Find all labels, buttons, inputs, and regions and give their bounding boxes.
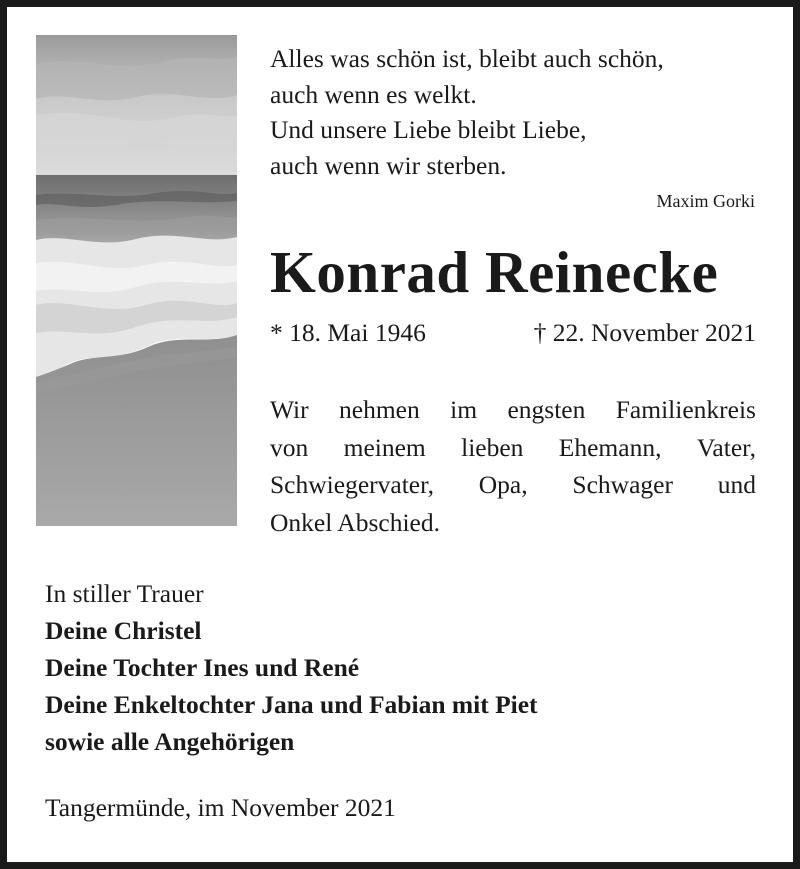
deceased-name: Konrad Reinecke — [270, 239, 719, 305]
mourner-name: Deine Christel — [45, 616, 202, 645]
birth-date: * 18. Mai 1946 — [270, 318, 426, 347]
message-word: Opa, — [478, 470, 528, 499]
mourner-name: Deine Tochter Ines und René — [45, 653, 360, 682]
message-word: engsten — [507, 395, 586, 424]
message-word: im — [450, 395, 478, 424]
message-line — [270, 391, 756, 429]
poem-line: Alles was schön ist, bleibt auch schön, — [270, 44, 664, 73]
message-word: und — [717, 470, 756, 499]
message-word: nehmen — [339, 395, 420, 424]
place-and-date: Tangermünde, im November 2021 — [45, 793, 396, 822]
life-dates — [270, 316, 756, 350]
poem-quote — [270, 41, 762, 183]
message-word: von — [270, 432, 309, 462]
message-word: Schwager — [572, 470, 673, 499]
mourner-name: Deine Enkeltochter Jana und Fabian mit Piet — [45, 690, 538, 719]
mourning-intro: In stiller Trauer — [45, 579, 204, 608]
message-word: Ehemann, — [558, 432, 662, 462]
message-line: Onkel Abschied. — [270, 507, 440, 537]
farewell-message — [270, 391, 756, 541]
message-word: meinem — [343, 432, 426, 462]
mourner-name: sowie alle Angehörigen — [45, 727, 295, 756]
message-line — [270, 429, 756, 467]
message-word: Familienkreis — [615, 395, 756, 424]
beach-waves-photo — [36, 35, 237, 526]
message-word: Schwiegervater, — [270, 470, 434, 499]
message-line — [270, 466, 756, 504]
poem-line: auch wenn es welkt. — [270, 79, 477, 109]
message-word: Wir — [270, 395, 309, 424]
mourners-list — [45, 575, 745, 760]
message-word: lieben — [461, 432, 524, 462]
beach-waves-image — [36, 35, 237, 526]
poem-author: Maxim Gorki — [656, 191, 755, 211]
message-word: Vater, — [696, 432, 756, 462]
death-date: † 22. November 2021 — [533, 318, 756, 347]
poem-line: Und unsere Liebe bleibt Liebe, — [270, 115, 587, 144]
poem-line: auch wenn wir sterben. — [270, 150, 507, 180]
